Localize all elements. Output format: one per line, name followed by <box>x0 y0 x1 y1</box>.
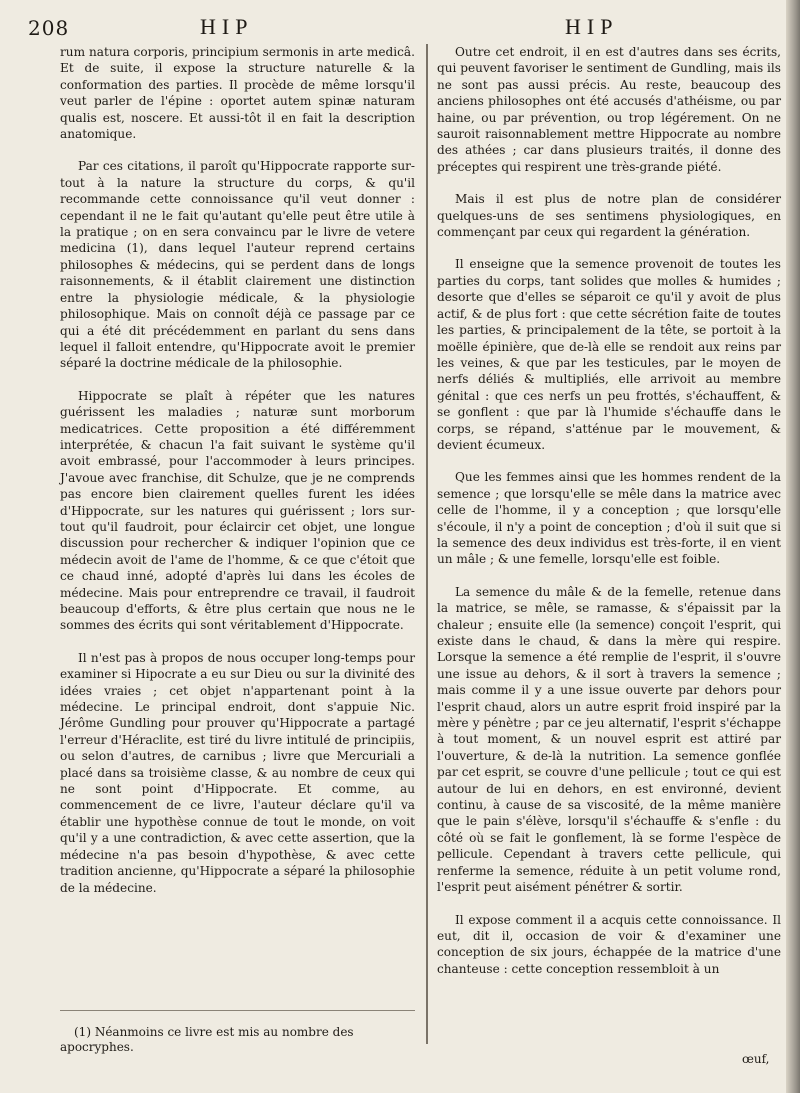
paragraph: Il n'est pas à propos de nous occuper long-temps pour examiner si Hipocrate a eu sur Dieu ou sur la divinité des idées vraies ; cet objet n'appartenant point à la médecine. Le principal endroit, dont s'appuie Nic. Jérôme Gundling pour prouver qu'Hippocrate a partagé l'erreur d'Héraclite, est tiré du livre intitulé de principiis, ou selon d'autres, de carnibus ; livre que Mercuriali a placé dans sa troisième classe, & au nombre de ceux qui ne sont point d'Hippocrate. Et comme, au commencement de ce livre, l'auteur déclare qu'il va établir une hypothèse connue de tout le monde, on voit qu'il y a une contradiction, & avec cette assertion, que la médecine n'a pas besoin d'hypothèse, & avec cette tradition ancienne, qu'Hippocrate a séparé la philosophie de la médecine. <box>60 650 415 895</box>
left-column <box>60 44 415 912</box>
paragraph: Il enseigne que la semence provenoit de toutes les parties du corps, tant solides que molles & humides ; desorte que d'elles se séparoit ce qu'il y avoit de plus actif, & de plus fort : que cette sécrétion faite de toutes les parties, & principalement de la tête, se portoit à la moëlle épinière, que de-là elle se rendoit aux reins par les veines, & que par les testicules, par le moyen de nerfs déliés & multipliés, elle arrivoit au membre génital : que ces nerfs un peu frottés, s'échauffent, & se gonflent : que par là l'humide s'échauffe dans le corps, se répand, s'atténue par le mouvement, & devient écumeux. <box>437 257 781 452</box>
page-header <box>0 14 800 44</box>
column-divider <box>426 44 428 1044</box>
paragraph: La semence du mâle & de la femelle, retenue dans la matrice, se mêle, se ramasse, & s'épaissit par la chaleur ; ensuite elle (la semence) conçoit l'esprit, qui existe dans le chaud, & dans la mère qui respire. Lorsque la semence a été remplie de l'esprit, il s'ouvre une issue au dehors, & il sort à travers la semence ; mais comme il y a une issue ouverte par dehors pour l'esprit chaud, alors un autre esprit froid inspiré par la mère y pénètre ; par ce jeu alternatif, l'esprit s'échappe à tout moment, & un nouvel esprit est attiré par l'ouverture, & de-là la nutrition. La semence gonflée par cet esprit, se couvre d'une pellicule ; tout ce qui est autour de lui en dehors, en est environné, devient continu, à cause de sa viscosité, de la même manière que le pain s'élève, lorsqu'il s'échauffe & s'enfle : du côté où se fait le gonflement, là se forme l'espèce de pellicule. Cependant à travers cette pellicule, qui renferme la semence, réduite à un petit volume rond, l'esprit peut aisément pénétrer & sortir. <box>437 584 781 895</box>
footnote: (1) Néanmoins ce livre est mis au nombre des apocryphes. <box>60 1010 415 1055</box>
paragraph: Mais il est plus de notre plan de considérer quelques-uns de ses sentimens physiologiques, en commençant par ceux qui regardent la génération. <box>437 192 781 240</box>
paragraph: Outre cet endroit, il en est d'autres dans ses écrits, qui peuvent favoriser le sentiment de Gundling, mais ils ne sont pas aussi précis. Au reste, beaucoup des anciens philosophes ont été accusés d'athéisme, ou par haine, ou par prévention, ou trop légérement. On ne sauroit raisonnablement mettre Hippocrate au nombre des athées ; car dans plusieurs traités, il donne des préceptes qui respirent une très-grande piété. <box>437 45 781 174</box>
paragraph: rum natura corporis, principium sermonis in arte medicâ. Et de suite, il expose la structure naturelle & la conformation des parties. Il procède de même lorsqu'il veut parler de l'épine : oportet autem spinæ naturam qualis est, noscere. Et aussi-tôt il en fait la description anatomique. <box>60 45 415 142</box>
running-head-left: HIP <box>200 14 254 39</box>
running-head-right: HIP <box>565 14 619 39</box>
paragraph: Que les femmes ainsi que les hommes rendent de la semence ; que lorsqu'elle se mêle dans la matrice avec celle de l'homme, il y a conception ; que lorsqu'elle s'écoule, il n'y a point de conception ; d'où il suit que si la semence des deux individus est très-forte, il en vient un mâle ; & une femelle, lorsqu'elle est foible. <box>437 470 781 567</box>
page-number: 208 <box>28 16 70 40</box>
book-spine-edge <box>786 0 800 1093</box>
right-column <box>437 44 781 993</box>
paragraph: Il expose comment il a acquis cette connoissance. Il eut, dit il, occasion de voir & d'examiner une conception de six jours, échappée de la matrice d'une chanteuse : cette conception ressembloit à un <box>437 912 781 976</box>
paragraph: Par ces citations, il paroît qu'Hippocrate rapporte sur-tout à la nature la structure du corps, & qu'il recommande cette connoissance qu'il veut donner : cependant il ne le fait qu'autant qu'elle peut être utile à la pratique ; on en sera convaincu par le livre de vetere medicina (1), dans lequel l'auteur reprend certains philosophes & médecins, qui se perdent dans de longs raisonnements, & il établit clairement une distinction entre la physiologie médicale, & la physiologie philosophique. Mais on connoît déjà ce passage par ce qui a été dit précédemment en parlant du sens dans lequel il falloit entendre, qu'Hippocrate avoit le premier séparé la doctrine médicale de la philosophie. <box>60 159 415 371</box>
paragraph: Hippocrate se plaît à répéter que les natures guérissent les maladies ; naturæ sunt morborum medicatrices. Cette proposition a été différemment interprétée, & chacun l'a fait suivant le système qu'il avoit embrassé, pour l'accommoder à leurs principes. J'avoue avec franchise, dit Schulze, que je ne comprends pas encore bien clairement quelles furent les idées d'Hippocrate, sur les natures qui guérissent ; lors sur-tout qu'il faudroit, pour éclaircir cet objet, une longue discussion pour rechercher & indiquer l'opinion que ce médecin avoit de l'ame de l'homme, & ce que c'étoit que ce chaud inné, adopté d'après lui dans les écoles de médecine. Mais pour entreprendre ce travail, il faudroit beaucoup d'efforts, & être plus certain que nous ne le sommes des écrits qui sont véritablement d'Hippocrate. <box>60 388 415 633</box>
catchword: œuf, <box>742 1052 770 1066</box>
